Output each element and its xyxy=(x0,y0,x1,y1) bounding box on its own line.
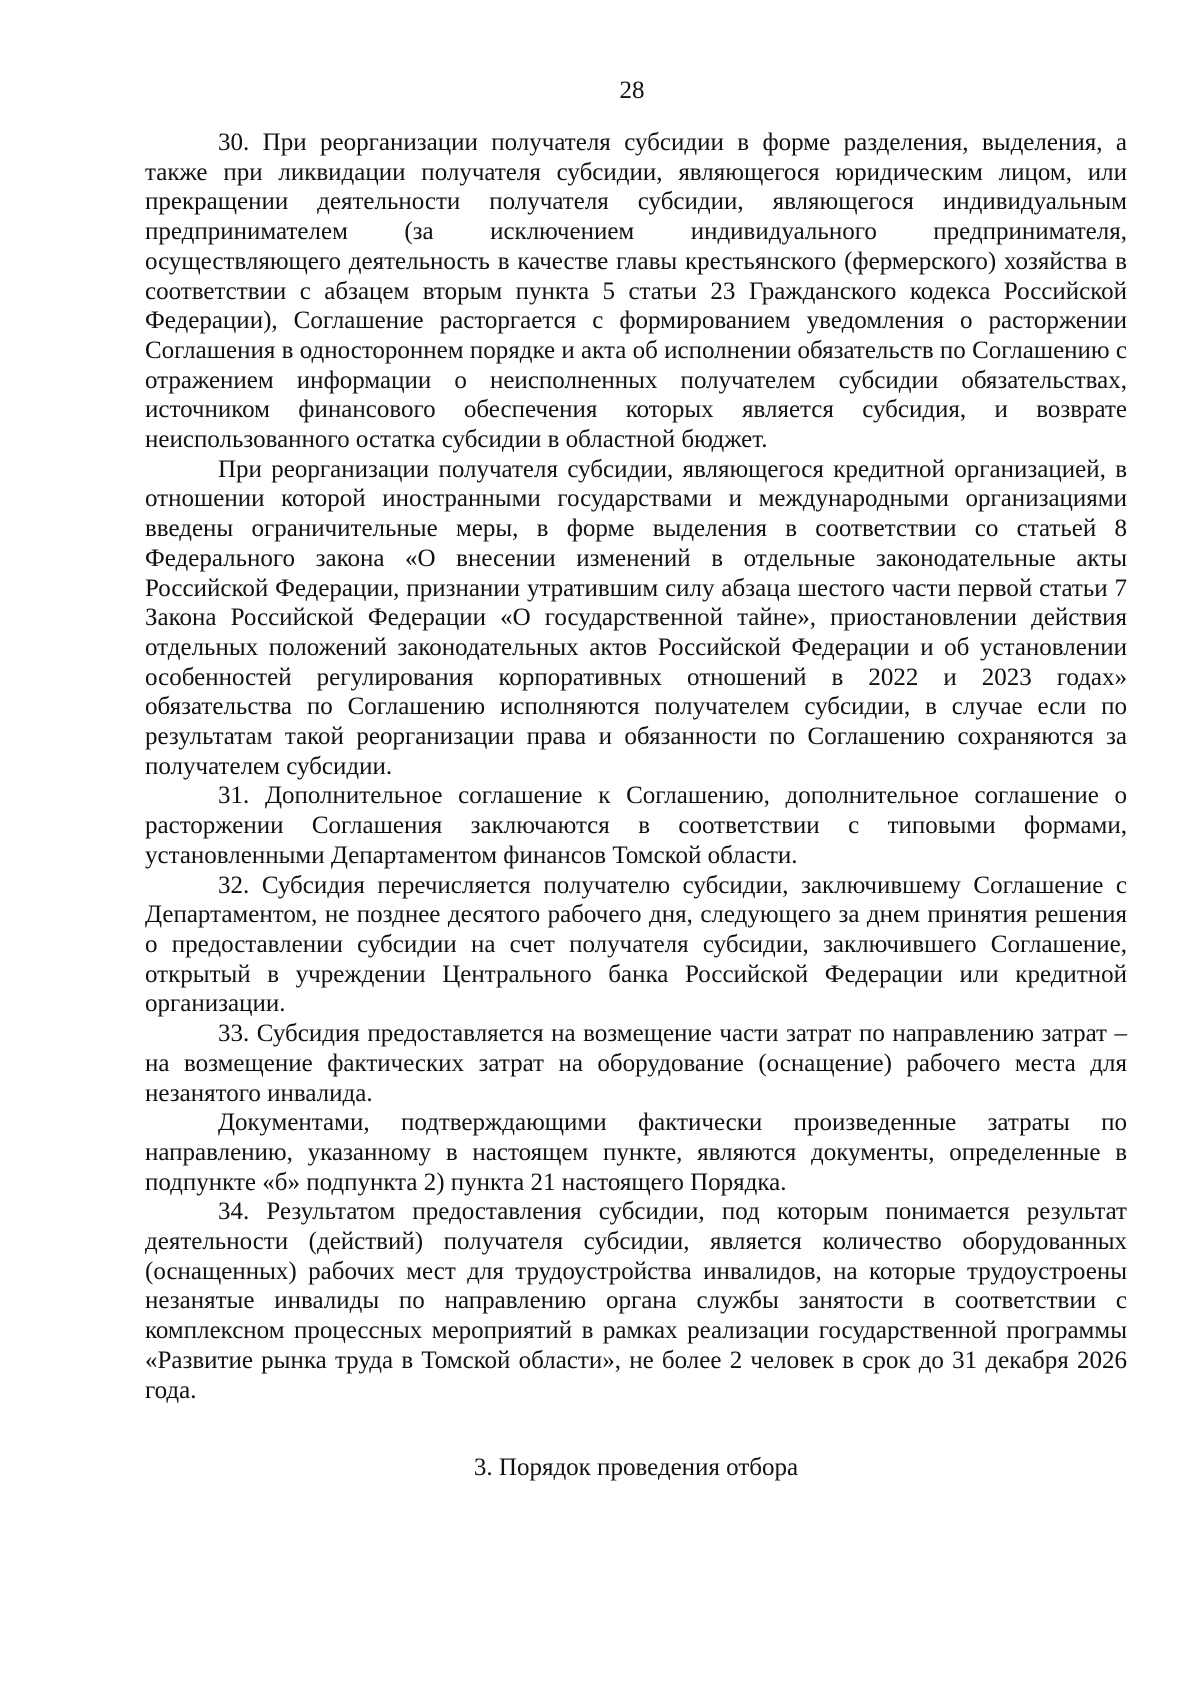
document-body xyxy=(145,128,1127,1483)
page-number: 28 xyxy=(619,77,645,104)
section-heading: 3. Порядок проведения отбора xyxy=(473,1454,799,1482)
paragraph-34: 34. Результатом предоставления субсидии, под которым понимается результат деятельности (действий) получателя субсидии, является количество оборудованных (оснащенных) рабочих мест для трудоустройства инвалидов, на которые трудоустроены незанятые инвалиды по направлению органа службы занятости в соответствии с комплексном процессных мероприятий в рамках реализации государственной программы «Развитие рынка труда в Томской области», не более 2 человек в срок до 31 декабря 2026 года. xyxy=(145,1198,1127,1404)
paragraph-30: 30. При реорганизации получателя субсидии в форме разделения, выделения, а также при ликвидации получателя субсидии, являющегося юридическим лицом, или прекращении деятельности получателя субсидии, являющегося индивидуальным предпринимателем (за исключением индивидуального предпринимателя, осуществляющего деятельность в качестве главы крестьянского (фермерского) хозяйства в соответствии с абзацем вторым пункта 5 статьи 23 Гражданского кодекса Российской Федерации), Соглашение расторгается с формированием уведомления о расторжении Соглашения в одностороннем порядке и акта об исполнении обязательств по Соглашению с отражением информации о неисполненных получателем субсидии обязательствах, источником финансового обеспечения которых является субсидия, и возврате неиспользованного остатка субсидии в областной бюджет. xyxy=(145,129,1127,454)
paragraph-30-reorganization-credit: При реорганизации получателя субсидии, являющегося кредитной организацией, в отношении которой иностранными государствами и международными организациями введены ограничительные меры, в форме выделения в соответствии со статьей 8 Федерального закона «О внесении изменений в отдельные законодательные акты Российской Федерации, признании утратившим силу абзаца шестого части первой статьи 7 Закона Российской Федерации «О государственной тайне», приостановлении действия отдельных положений законодательных актов Российской Федерации и об установлении особенностей регулирования корпоративных отношений в 2022 и 2023 годах» обязательства по Соглашению исполняются получателем субсидии, в случае если по результатам такой реорганизации права и обязанности по Соглашению сохраняются за получателем субсидии. xyxy=(145,455,1127,780)
paragraph-31: 31. Дополнительное соглашение к Соглашению, дополнительное соглашение о расторжении Соглашения заключаются в соответствии с типовыми формами, установленными Департаментом финансов Томской области. xyxy=(145,782,1127,869)
paragraph-33: 33. Субсидия предоставляется на возмещение части затрат по направлению затрат – на возмещение фактических затрат на оборудование (оснащение) рабочего места для незанятого инвалида. xyxy=(145,1020,1127,1107)
paragraph-33-documents: Документами, подтверждающими фактически произведенные затраты по направлению, указанному в настоящем пункте, являются документы, определенные в подпункте «б» подпункта 2) пункта 21 настоящего Порядка. xyxy=(145,1109,1127,1196)
paragraph-32: 32. Субсидия перечисляется получателю субсидии, заключившему Соглашение с Департаментом, не позднее десятого рабочего дня, следующего за днем принятия решения о предоставлении субсидии на счет получателя субсидии, заключившего Соглашение, открытый в учреждении Центрального банка Российской Федерации или кредитной организации. xyxy=(145,871,1127,1018)
